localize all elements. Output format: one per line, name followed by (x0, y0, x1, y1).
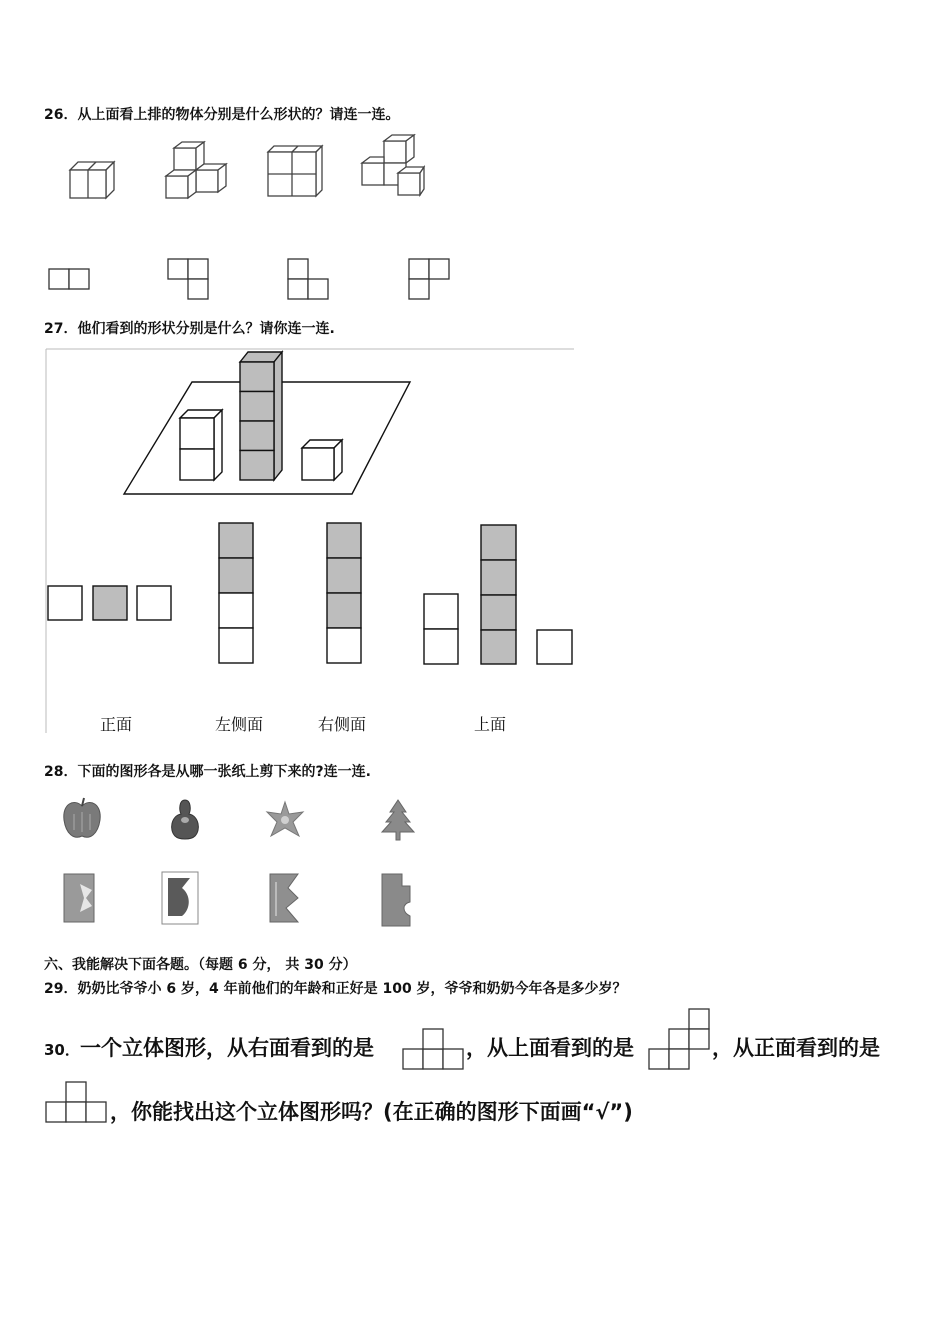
q30-text-part3: ，从正面看到的是 (712, 1036, 880, 1060)
q26-cube-figure-3 (264, 142, 326, 202)
q27-view-option-b (218, 522, 256, 664)
apple-cutout-image (60, 796, 104, 842)
q26-cube-figure-1 (66, 152, 126, 202)
tree-cutout-image (378, 798, 418, 842)
q27-view-option-d (423, 524, 575, 666)
paper-piece-3-image (268, 872, 300, 926)
q26-top-view-1 (48, 268, 92, 290)
q30-text-part1: 一个立体图形，从右面看到的是 (80, 1036, 374, 1060)
q30-number: 30． (44, 1041, 80, 1059)
paper-piece-1-image (62, 872, 96, 924)
q26-top-view-3 (287, 258, 331, 302)
view-label-right: 右侧面 (318, 715, 367, 734)
q26-text: 26．从上面看上排的物体分别是什么形状的？请连一连。 (44, 107, 400, 123)
q30-text-part2: ，从上面看到的是 (466, 1036, 634, 1060)
q26-cube-figure-4 (358, 133, 428, 203)
q26-top-view-4 (408, 258, 452, 302)
q30-front-view-figure (45, 1081, 109, 1125)
q26-cube-figure-2 (162, 140, 232, 204)
q30-right-view-figure (402, 1028, 466, 1072)
view-label-left: 左侧面 (215, 715, 264, 734)
q30-top-view-figure (648, 1008, 712, 1072)
flower-cutout-image (263, 798, 307, 840)
q27-view-option-c (326, 522, 364, 664)
gourd-cutout-image (165, 796, 205, 844)
q29-text: 29．奶奶比爷爷小 6 岁，4 年前他们的年龄和正好是 100 岁，爷爷和奶奶今年各是多少岁？ (44, 981, 627, 997)
q27-text: 27．他们看到的形状分别是什么？请你连一连. (44, 321, 335, 337)
paper-piece-2-image (160, 870, 200, 926)
view-label-top: 上面 (474, 715, 507, 734)
section6-heading: 六、我能解决下面各题。（每题 6 分， 共 30 分） (44, 957, 357, 973)
q28-text: 28．下面的图形各是从哪一张纸上剪下来的?连一连. (44, 764, 371, 780)
q27-3d-scene (120, 350, 420, 500)
paper-piece-4-image (380, 872, 414, 928)
q30-text-part4: ，你能找出这个立体图形吗？(在正确的图形下面画“√”) (110, 1100, 633, 1124)
q27-view-option-a (47, 585, 175, 623)
view-label-front: 正面 (100, 715, 133, 734)
q26-top-view-2 (167, 258, 211, 302)
